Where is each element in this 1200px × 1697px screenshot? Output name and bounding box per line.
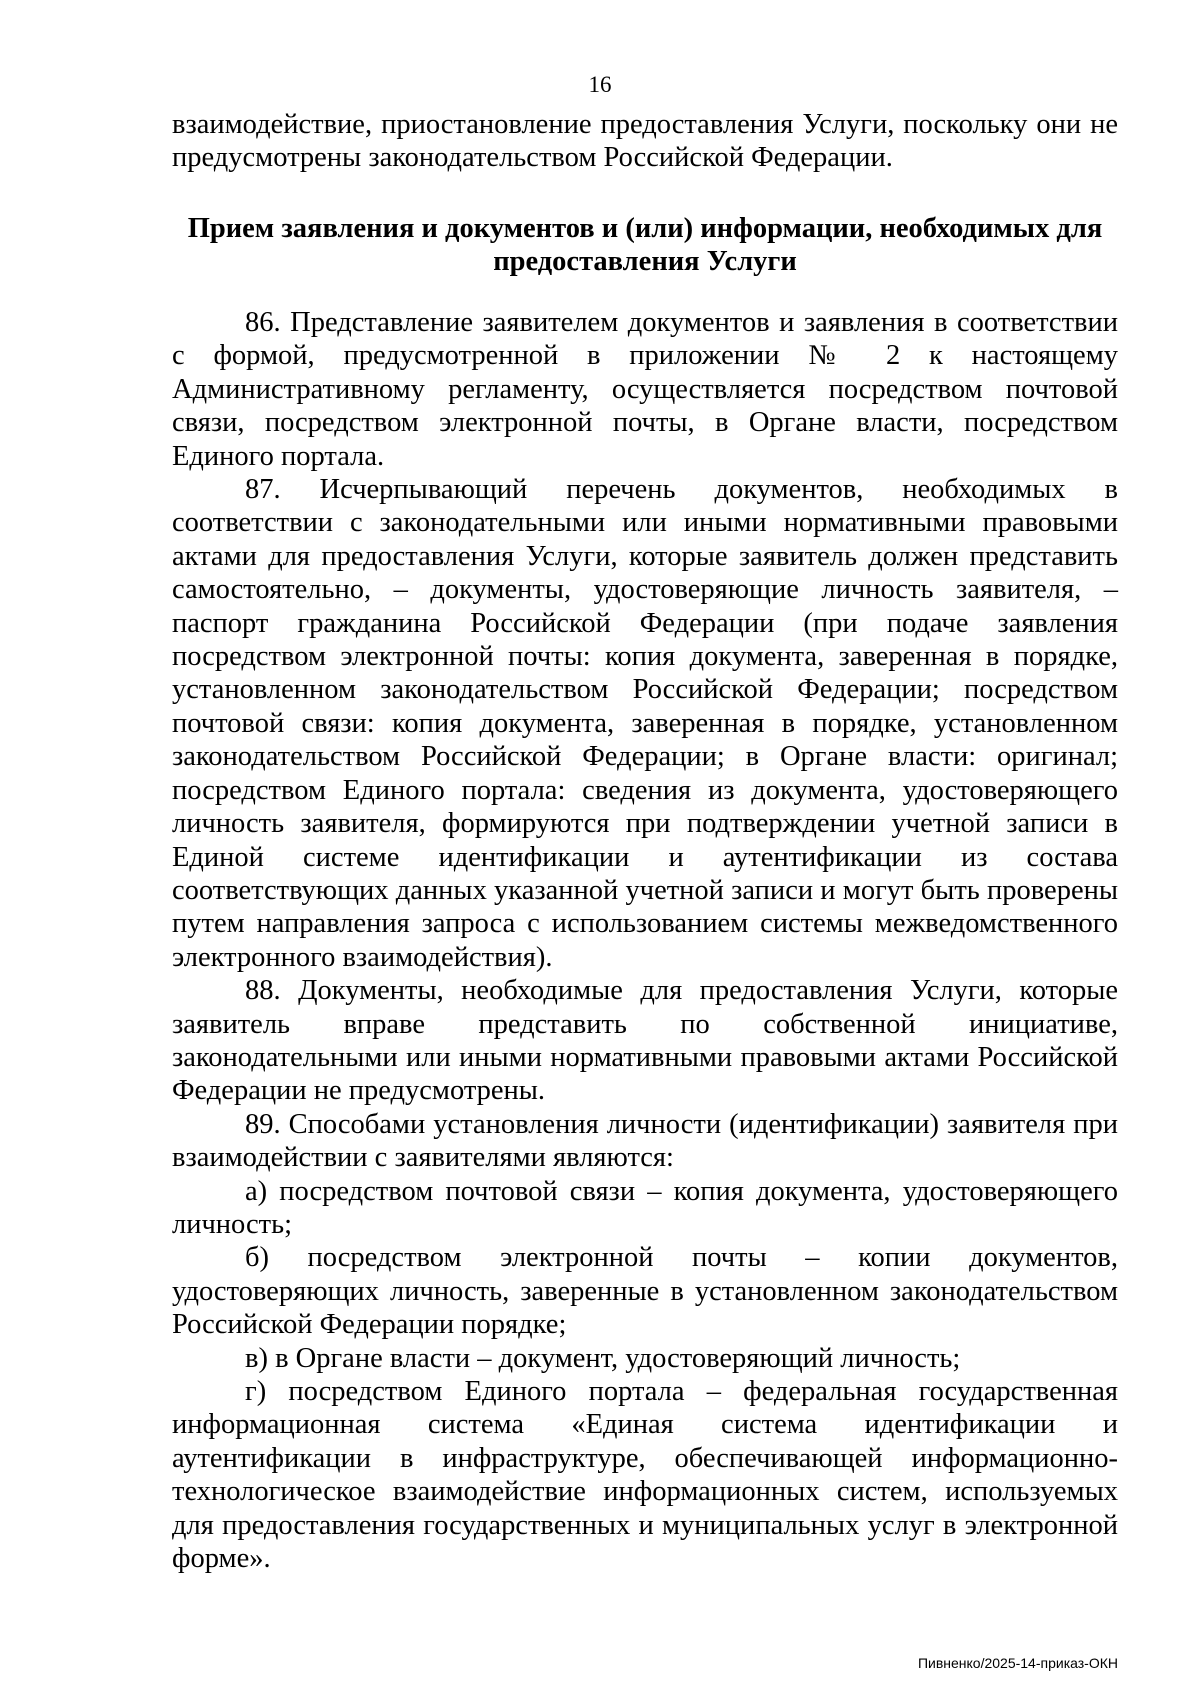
body-text xyxy=(172,306,1118,1575)
page-number: 16 xyxy=(588,72,612,97)
intro-text xyxy=(172,108,1118,175)
paragraph-89: 89. Способами установления личности (идентификации) заявителя при взаимодействии с заявителями являются: xyxy=(172,1108,1118,1174)
section-heading: Прием заявления и документов и (или) информации, необходимых для предоставления Услуги xyxy=(187,213,1103,278)
paragraph-86: 86. Представление заявителем документов и заявления в соответствии с формой, предусмотренной в приложении № 2 к настоящему Административному регламенту, осуществляется посредством почтовой связи, посредством электронной почты, в Органе власти, посредством Единого портала. xyxy=(172,307,1118,472)
paragraph-88: 88. Документы, необходимые для предоставления Услуги, которые заявитель вправе представить по собственной инициативе, законодательными или иными нормативными правовыми актами Российской Федерации не предусмотрены. xyxy=(172,975,1118,1107)
document-footer-id: Пивненко/2025-14-приказ-ОКН xyxy=(917,1655,1118,1671)
intro-paragraph: взаимодействие, приостановление предоставления Услуги, поскольку они не предусмотрены законодательством Российской Федерации. xyxy=(172,109,1118,174)
list-item-b: б) посредством электронной почты – копии документов, удостоверяющих личность, заверенные в установленном законодательством Российской Федерации порядке; xyxy=(172,1242,1118,1341)
paragraph-87: 87. Исчерпывающий перечень документов, необходимых в соответствии с законодательными или иными нормативными правовыми актами для предоставления Услуги, которые заявитель должен представить самостоятельно, – документы, удостоверяющие личность заявителя, – паспорт гражданина Российской Федерации (при подаче заявления посредством электронной почты: копия документа, заверенная в порядке, установленном законодательством Российской Федерации; посредством почтовой связи: копия документа, заверенная в порядке, установленном законодательством Российской Федерации; в Органе власти: оригинал; посредством Единого портала: сведения из документа, удостоверяющего личность заявителя, формируются при подтверждении учетной записи в Единой системе идентификации и аутентификации из состава соответствующих данных указанной учетной записи и могут быть проверены путем направления запроса с использованием системы межведомственного электронного взаимодействия). xyxy=(172,474,1118,973)
list-item-a: а) посредством почтовой связи – копия документа, удостоверяющего личность; xyxy=(172,1175,1118,1240)
list-item-g: г) посредством Единого портала – федеральная государственная информационная система «Единая система идентификации и аутентификации в инфраструктуре, обеспечивающей информационно-технологическое взаимодействие информационных систем, используемых для предоставления государственных и муниципальных услуг в электронной форме». xyxy=(172,1376,1118,1575)
list-item-v: в) в Органе власти – документ, удостоверяющий личность; xyxy=(245,1342,961,1374)
